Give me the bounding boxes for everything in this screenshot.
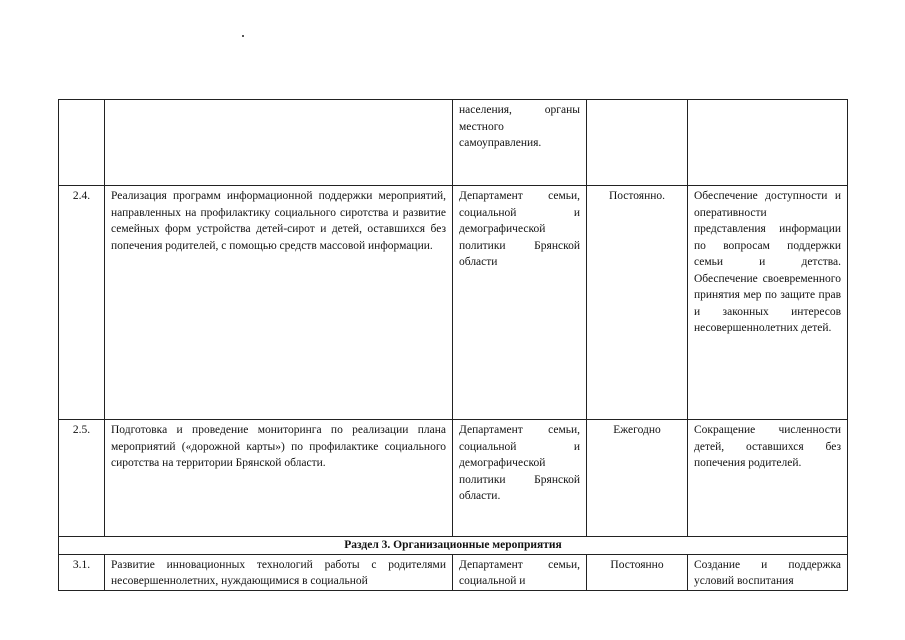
executor-cell: Департамент семьи, социальной и демографической политики Брянской области. <box>453 420 587 537</box>
result-cell: Сокращение численности детей, оставшихся без попечения родителей. <box>688 420 848 537</box>
deadline-cell <box>587 100 688 186</box>
activity-cell: Подготовка и проведение мониторинга по реализации плана мероприятий («дорожной карты») по профилактике социального сиротства на территории Брянской области. <box>105 420 453 537</box>
scan-speck <box>242 35 244 37</box>
table-row-3-1 <box>59 554 848 590</box>
executor-cell: населения, органы местного самоуправления. <box>453 100 587 186</box>
section-3-title: Раздел 3. Организационные мероприятия <box>59 537 848 555</box>
executor-cell: Департамент семьи, социальной и демографической политики Брянской области <box>453 186 587 420</box>
row-number <box>59 100 105 186</box>
table-row-continuation <box>59 100 848 186</box>
section-header-row <box>59 537 848 555</box>
result-cell: Создание и поддержка условий воспитания <box>688 554 848 590</box>
deadline-cell: Постоянно. <box>587 186 688 420</box>
row-number: 2.5. <box>59 420 105 537</box>
deadline-cell: Постоянно <box>587 554 688 590</box>
row-number: 3.1. <box>59 554 105 590</box>
deadline-cell: Ежегодно <box>587 420 688 537</box>
table-row-2-4 <box>59 186 848 420</box>
table-row-2-5 <box>59 420 848 537</box>
executor-cell: Департамент семьи, социальной и <box>453 554 587 590</box>
row-number: 2.4. <box>59 186 105 420</box>
plan-table <box>58 99 848 591</box>
result-cell <box>688 100 848 186</box>
activity-cell: Развитие инновационных технологий работы с родителями несовершеннолетних, нуждающимися в социальной <box>105 554 453 590</box>
activity-cell: Реализация программ информационной поддержки мероприятий, направленных на профилактику социального сиротства и развитие семейных форм устройства детей-сирот и детей, оставшихся без попечения родителей, с помощью средств массовой информации. <box>105 186 453 420</box>
result-cell: Обеспечение доступности и оперативности представления информации по вопросам поддержки семьи и детства. Обеспечение своевременного принятия мер по защите прав и законных интересов несовершеннолетних детей. <box>688 186 848 420</box>
activity-cell <box>105 100 453 186</box>
